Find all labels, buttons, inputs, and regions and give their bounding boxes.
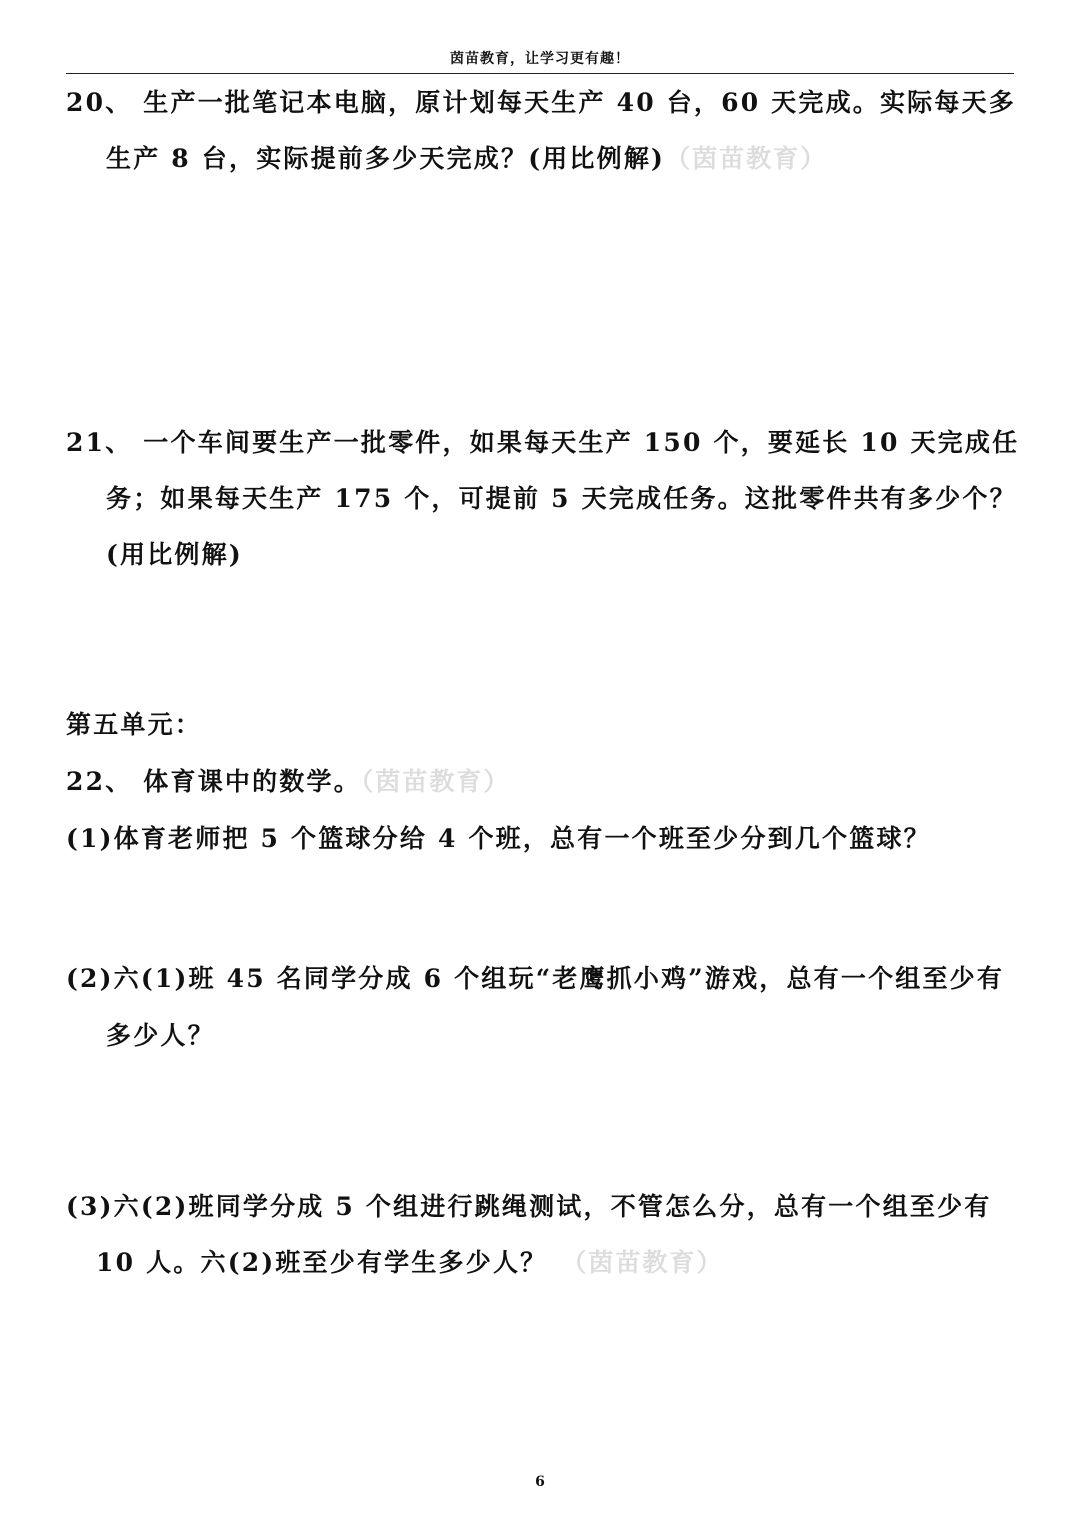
question-20-line-2-text: 生产 8 台，实际提前多少天完成？(用比例解): [106, 144, 666, 173]
page-header: 茵苗教育，让学习更有趣！: [450, 51, 630, 67]
watermark-text: （茵苗教育）: [360, 767, 511, 796]
question-21-line-3: (用比例解): [106, 540, 243, 569]
question-22-part-3-line-1: (3)六(2)班同学分成 5 个组进行跳绳测试，不管怎么分，总有一个组至少有: [66, 1192, 992, 1221]
unit-5-title: 第五单元：: [66, 710, 203, 739]
question-22-part-2-line-1: (2)六(1)班 45 名同学分成 6 个组玩“老鹰抓小鸡”游戏，总有一个组至少有: [66, 964, 1005, 993]
question-20-line-2: [106, 142, 827, 176]
question-22-part-2-line-2: 多少人？: [106, 1021, 215, 1050]
question-22-part-1: (1)体育老师把 5 个篮球分给 4 个班，总有一个班至少分到几个篮球？: [66, 824, 931, 853]
header-divider: [66, 73, 1014, 74]
question-20-line-1: 20、 生产一批笔记本电脑，原计划每天生产 40 台，60 天完成。实际每天多: [66, 88, 1016, 117]
question-21-line-2: 务；如果每天生产 175 个，可提前 5 天完成任务。这批零件共有多少个？: [106, 484, 1017, 513]
watermark-text: （茵苗教育）: [561, 1248, 724, 1277]
question-22-part-3-line-2-text: 10 人。六(2)班至少有学生多少人？: [96, 1248, 548, 1277]
question-21-line-1: 21、 一个车间要生产一批零件，如果每天生产 150 个，要延长 10 天完成任: [66, 428, 1020, 457]
watermark-text: （茵苗教育）: [665, 144, 828, 173]
question-22-title: 22、 体育课中的数学。: [66, 767, 361, 796]
page-number: 6: [535, 1474, 545, 1490]
question-22-part-3-line-2: [96, 1246, 723, 1280]
question-22-title-line: [66, 765, 510, 799]
